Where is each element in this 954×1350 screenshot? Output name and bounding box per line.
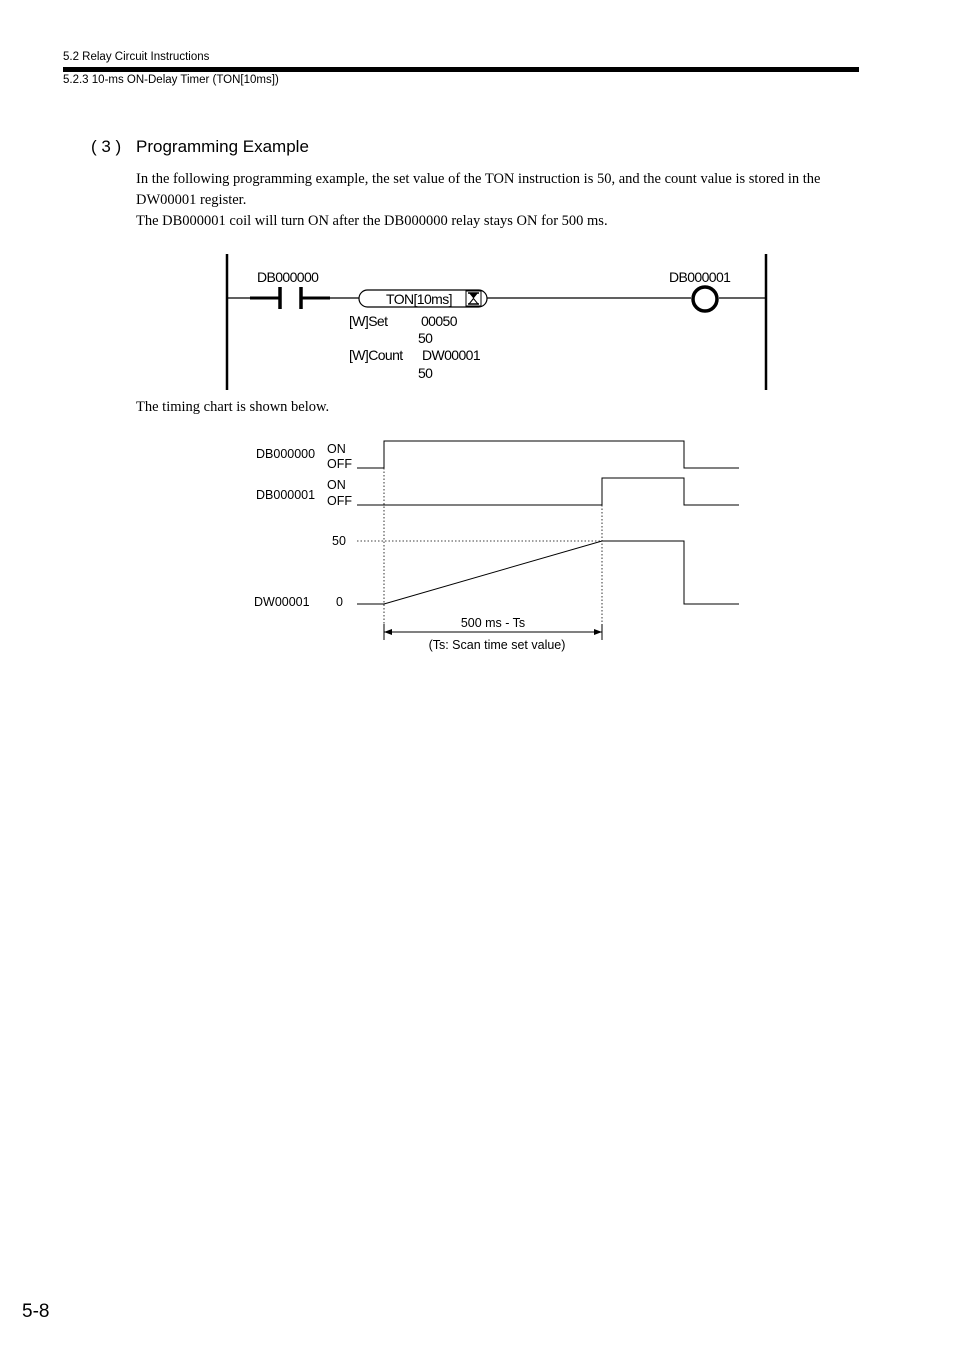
signal1-waveform xyxy=(357,441,739,468)
coil-label: DB000001 xyxy=(669,269,731,285)
count-current: 50 xyxy=(418,365,433,381)
timer-icon xyxy=(466,291,481,306)
signal2-waveform xyxy=(357,478,739,505)
signal2-label: DB000001 xyxy=(256,488,316,502)
ladder-diagram xyxy=(0,0,954,400)
signal1-label: DB000000 xyxy=(256,447,316,461)
register-waveform xyxy=(357,541,739,604)
contact-label: DB000000 xyxy=(257,269,319,285)
signal2-on-label: ON xyxy=(327,478,346,492)
count-register: DW00001 xyxy=(422,347,481,363)
set-label: [W]Set xyxy=(349,313,388,329)
heading-title: Programming Example xyxy=(136,137,309,156)
register-max-label: 50 xyxy=(332,534,346,548)
timer-label: TON[10ms] xyxy=(386,291,452,307)
signal1-on-label: ON xyxy=(327,442,346,456)
set-value: 00050 xyxy=(421,313,457,329)
interval-label: 500 ms - Ts xyxy=(460,616,526,630)
paragraph-1: In the following programming example, the set value of the TON instruction is 50, and the count value is stored in the DW00001 register. xyxy=(136,171,821,208)
signal2-off-label: OFF xyxy=(327,494,352,508)
interval-note: (Ts: Scan time set value) xyxy=(428,638,566,652)
register-label: DW00001 xyxy=(254,595,310,609)
header-section: 5.2 Relay Circuit Instructions xyxy=(63,51,210,63)
timing-chart xyxy=(0,420,954,670)
paragraph-2: The DB000001 coil will turn ON after the DB000000 relay stays ON for 500 ms. xyxy=(136,213,608,229)
set-current: 50 xyxy=(418,330,433,346)
signal1-off-label: OFF xyxy=(327,457,352,471)
arrow-right-icon xyxy=(594,629,602,635)
register-min-label: 0 xyxy=(336,595,343,609)
timing-intro: The timing chart is shown below. xyxy=(136,399,330,415)
page-number: 5-8 xyxy=(22,1301,50,1322)
heading-number: ( 3 ) xyxy=(91,137,122,156)
contact-symbol xyxy=(250,287,330,309)
header-subsection: 5.2.3 10-ms ON-Delay Timer (TON[10ms]) xyxy=(63,74,279,86)
count-label: [W]Count xyxy=(349,347,403,363)
arrow-left-icon xyxy=(384,629,392,635)
coil-symbol xyxy=(693,287,717,311)
